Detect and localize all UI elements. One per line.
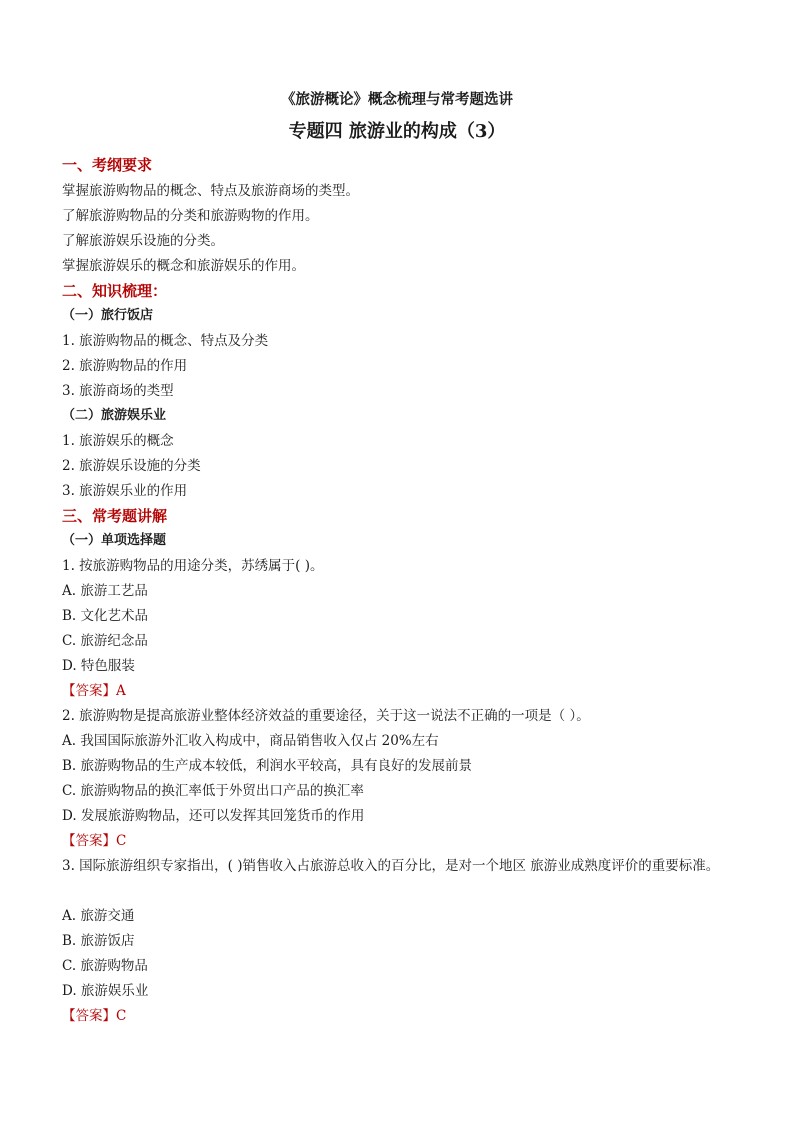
- question-stem: 3. 国际旅游组织专家指出，( )销售收入占旅游总收入的百分比，是对一个地区 旅游业成熟度评价的重要标准。: [62, 858, 720, 874]
- question-option: D. 旅游娱乐业: [62, 983, 149, 999]
- answer-label: 【答案】A: [62, 683, 126, 699]
- question-option: A. 我国国际旅游外汇收入构成中，商品销售收入仅占 20%左右: [62, 733, 439, 749]
- question-option: C. 旅游购物品: [62, 958, 148, 974]
- subsection-title: （一）单项选择题: [62, 533, 167, 548]
- question-option: C. 旅游购物品的换汇率低于外贸出口产品的换汇率: [62, 783, 364, 799]
- question-option: B. 旅游饭店: [62, 933, 135, 949]
- question-option: B. 文化艺术品: [62, 608, 149, 624]
- answer-label: 【答案】C: [62, 833, 127, 849]
- section-heading-requirements: 一、考纲要求: [62, 156, 153, 174]
- question-option: D. 发展旅游购物品，还可以发挥其回笼货币的作用: [62, 808, 365, 824]
- question-option: B. 旅游购物品的生产成本较低，利润水平较高，具有良好的发展前景: [62, 758, 473, 774]
- knowledge-item: 2. 旅游娱乐设施的分类: [62, 458, 201, 474]
- knowledge-item: 1. 旅游购物品的概念、特点及分类: [62, 333, 269, 349]
- requirement-item: 掌握旅游娱乐的概念和旅游娱乐的作用。: [62, 258, 305, 274]
- section-heading-knowledge: 二、知识梳理：: [62, 282, 168, 300]
- requirement-item: 了解旅游娱乐设施的分类。: [62, 233, 224, 249]
- section-heading-questions: 三、常考题讲解: [62, 507, 168, 525]
- requirement-item: 掌握旅游购物品的概念、特点及旅游商场的类型。: [62, 183, 359, 199]
- knowledge-item: 2. 旅游购物品的作用: [62, 358, 188, 374]
- subsection-title: （二）旅游娱乐业: [62, 408, 167, 423]
- knowledge-item: 1. 旅游娱乐的概念: [62, 433, 174, 449]
- question-stem: 2. 旅游购物是提高旅游业整体经济效益的重要途径，关于这一说法不正确的一项是（ ）。: [62, 708, 590, 724]
- document-title: 《旅游概论》概念梳理与常考题选讲: [281, 91, 513, 108]
- question-option: D. 特色服装: [62, 658, 135, 674]
- question-option: A. 旅游交通: [62, 908, 135, 924]
- question-option: A. 旅游工艺品: [62, 583, 148, 599]
- subsection-title: （一）旅行饭店: [62, 308, 154, 323]
- answer-label: 【答案】C: [62, 1008, 127, 1024]
- question-option: C. 旅游纪念品: [62, 633, 148, 649]
- requirement-item: 了解旅游购物品的分类和旅游购物的作用。: [62, 208, 319, 224]
- document-subtitle: 专题四 旅游业的构成（3）: [288, 121, 506, 142]
- knowledge-item: 3. 旅游商场的类型: [62, 383, 174, 399]
- knowledge-item: 3. 旅游娱乐业的作用: [62, 483, 188, 499]
- question-stem: 1. 按旅游购物品的用途分类，苏绣属于( )。: [62, 558, 324, 574]
